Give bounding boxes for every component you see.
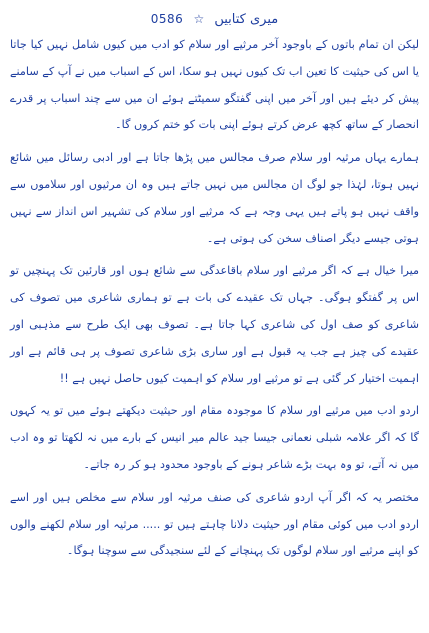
paragraph: لیکن ان تمام باتوں کے باوجود آخر مرثیے اور سلام کو ادب میں کیوں شامل نہیں کیا جاتا یا اس کی حیثیت کا تعین اب تک کیوں نہیں ہو سکا، اس کے اسباب میں نے آپ کے سامنے پیش کر دیئے ہیں اور آخر میں اپنی گفتگو سمیٹتے ہوئے ان میں سے چند اسباب پر قدرے انحصار کے ساتھ کچھ عرض کرتے ہوئے اپنی بات کو ختم کروں گا۔ (10, 38, 419, 132)
paragraph: میرا خیال ہے کہ اگر مرثیے اور سلام باقاعدگی سے شائع ہوں اور قارئین تک پہنچیں تو اس پر گفتگو ہوگی۔ جہاں تک عقیدے کی بات ہے تو ہماری شاعری میں تصوف کی شاعری کو صف اول کی شاعری کہا جاتا ہے۔ تصوف بھی ایک طرح سے مذہبی اور عقیدے کی چیز ہے جب یہ قبول ہے اور ساری بڑی شاعری تصوف پر ہی قائم ہے اور اہمیت اختیار کر گئی ہے تو مرثیے اور سلام کو اہمیت کیوں حاصل نہیں ہے !! (10, 264, 419, 385)
page-header (10, 6, 419, 32)
paragraph: ہمارے یہاں مرثیہ اور سلام صرف مجالس میں پڑھا جاتا ہے اور ادبی رسائل میں شائع نہیں ہوتا، لہٰذا جو لوگ ان مجالس میں نہیں جاتے ہیں وہ ان مرثیوں اور سلاموں سے واقف نہیں ہو پاتے ہیں یہی وجہ ہے کہ مرثیے اور سلام کی تشہیر اس انداز سے نہیں ہوتی جیسے دیگر اصناف سخن کی ہوتی ہے۔ (10, 151, 419, 245)
paragraph: اردو ادب میں مرثیے اور سلام کا موجودہ مقام اور حیثیت دیکھتے ہوئے میں تو یہ کہوں گا کہ اگر علامہ شبلی نعمانی جیسا جید عالم میر انیس کے بارے میں نہ لکھتا تو وہ ادب میں نہ آتے، تو وہ بہت بڑے شاعر ہونے کے باوجود محدود ہو کر رہ جاتے۔ (10, 404, 419, 471)
page-number: 0586 (150, 12, 184, 26)
paragraph: مختصر یہ کہ اگر آپ اردو شاعری کی صنف مرثیہ اور سلام سے مخلص ہیں اور اسے اردو ادب میں کوئی مقام اور حیثیت دلانا چاہتے ہیں تو ..... مرثیہ اور سلام لکھنے والوں کو اپنے مرثیے اور سلام لوگوں تک پہنچانے کے لئے سنجیدگی سے سوچنا ہوگا۔ (10, 490, 419, 558)
star-icon: ☆ (193, 12, 205, 26)
book-title: میری کتابیں (214, 12, 279, 27)
body-text (10, 32, 419, 565)
